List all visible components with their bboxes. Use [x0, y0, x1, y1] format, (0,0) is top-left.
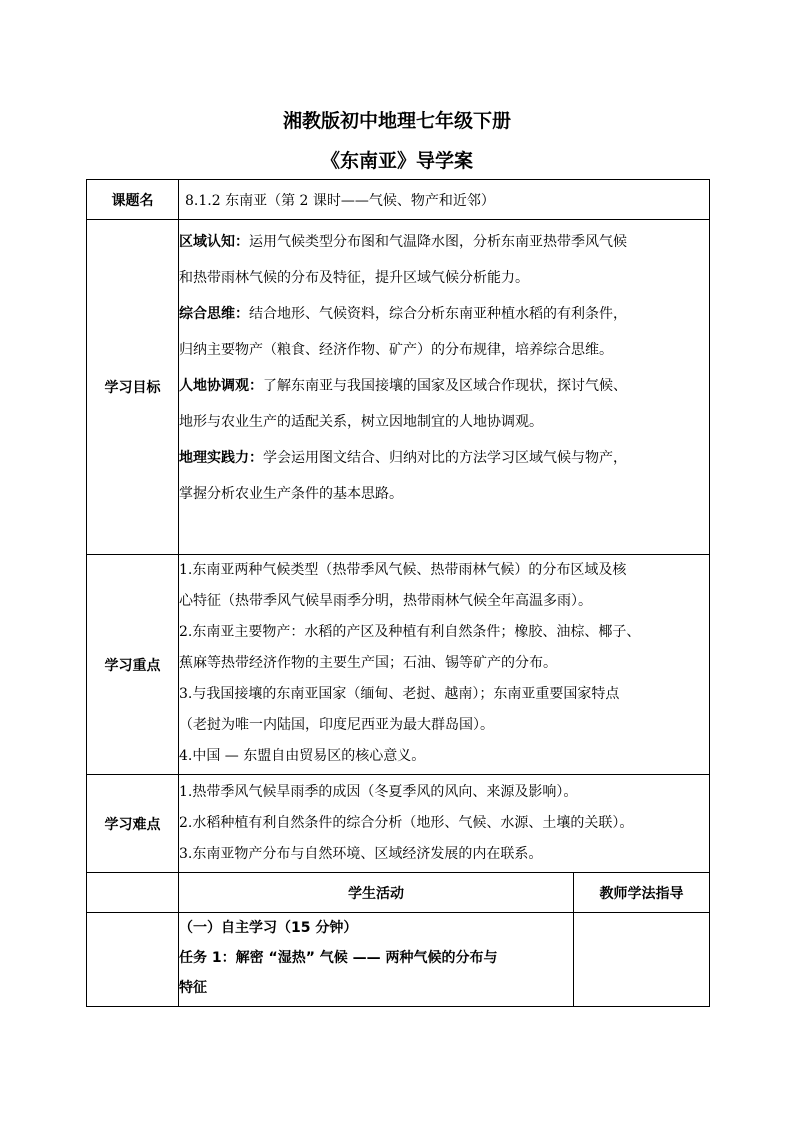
focus-line: 4.中国 — 东盟自由贸易区的核心意义。 [179, 748, 426, 764]
goal-item: 人地协调观：了解东南亚与我国接壤的国家及区域合作现状，探讨气候、 [179, 378, 627, 394]
focus-line: 蕉麻等热带经济作物的主要生产国；石油、锡等矿产的分布。 [179, 655, 557, 671]
goal-item: 区域认知：运用气候类型分布图和气温降水图，分析东南亚热带季风气候 [179, 234, 627, 250]
activity-row [87, 913, 710, 1007]
teacher-guidance-header: 教师学法指导 [574, 873, 710, 913]
focus-line: 3.与我国接壤的东南亚国家（缅甸、老挝、越南）；东南亚重要国家特点 [179, 686, 620, 702]
focus-line: 2.东南亚主要物产：水稻的产区及种植有利自然条件；橡胶、油棕、椰子、 [179, 624, 641, 640]
student-activity-header: 学生活动 [179, 873, 574, 913]
task-title: 任务 1：解密 “湿热” 气候 —— 两种气候的分布与 [179, 950, 498, 966]
focus-label: 学习重点 [87, 555, 179, 775]
goal-item-cont: 掌握分析农业生产条件的基本思路。 [179, 486, 403, 502]
lesson-plan-table [86, 179, 710, 1007]
task-title-cont: 特征 [179, 980, 207, 996]
difficulty-line: 3.东南亚物产分布与自然环境、区域经济发展的内在联系。 [179, 846, 543, 862]
difficulty-line: 2.水稻种植有利自然条件的综合分析（地形、气候、水源、土壤的关联）。 [179, 815, 634, 831]
teacher-guidance-cell [574, 913, 710, 1007]
goals-label: 学习目标 [87, 220, 179, 555]
focus-line: 1.东南亚两种气候类型（热带季风气候、热带雨林气候）的分布区域及核 [179, 562, 627, 578]
topic-value: 8.1.2 东南亚（第 2 课时——气候、物产和近邻） [179, 180, 710, 220]
goal-item-cont: 归纳主要物产（粮食、经济作物、矿产）的分布规律，培养综合思维。 [179, 342, 613, 358]
activity-header-row [87, 873, 710, 913]
goal-item-cont: 地形与农业生产的适配关系，树立因地制宜的人地协调观。 [179, 414, 543, 430]
goals-content [179, 220, 710, 555]
goal-item: 综合思维：结合地形、气候资料，综合分析东南亚种植水稻的有利条件， [179, 306, 627, 322]
goal-item: 地理实践力：学会运用图文结合、归纳对比的方法学习区域气候与物产， [179, 450, 627, 466]
difficulty-row [87, 775, 710, 873]
topic-row [87, 180, 710, 220]
focus-content [179, 555, 710, 775]
document-subtitle: 《东南亚》导学案 [320, 150, 473, 172]
difficulty-label: 学习难点 [87, 775, 179, 873]
focus-line: （老挝为唯一内陆国，印度尼西亚为最大群岛国）。 [179, 717, 494, 733]
difficulty-line: 1.热带季风气候旱雨季的成因（冬夏季风的风向、来源及影响）。 [179, 784, 578, 800]
goals-row [87, 220, 710, 555]
focus-line: 心特征（热带季风气候旱雨季分明，热带雨林气候全年高温多雨）。 [179, 593, 592, 609]
goal-item-cont: 和热带雨林气候的分布及特征，提升区域气候分析能力。 [179, 270, 529, 286]
activity-section-title: （一）自主学习（15 分钟） [179, 920, 358, 936]
difficulty-content [179, 775, 710, 873]
student-activity-cell [179, 913, 574, 1007]
document-title: 湘教版初中地理七年级下册 [282, 110, 511, 132]
focus-row [87, 555, 710, 775]
empty-cell [87, 873, 179, 913]
topic-label: 课题名 [87, 180, 179, 220]
empty-cell [87, 913, 179, 1007]
